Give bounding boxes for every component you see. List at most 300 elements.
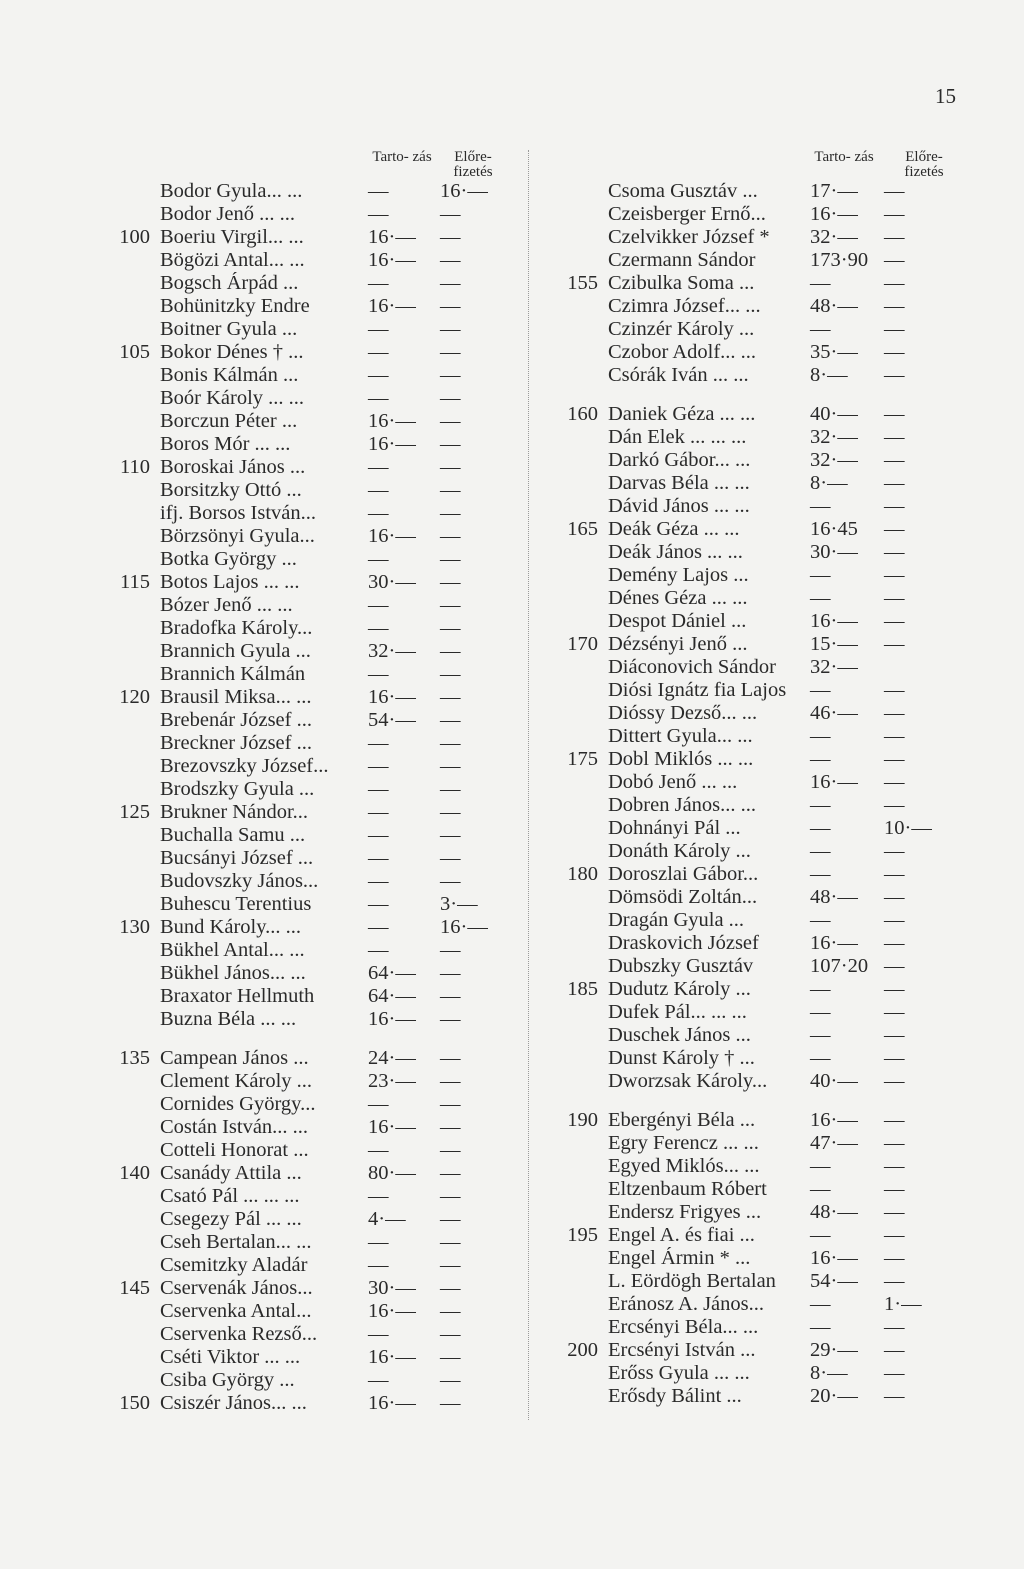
elofizetes-value: — [884,863,905,885]
table-row [548,1155,968,1178]
member-name: Dudutz Károly ... [608,978,751,1000]
member-name: Csiszér János... ... [160,1392,307,1414]
elofizetes-value: — [440,985,461,1007]
member-name: Bradofka Károly... [160,617,313,639]
member-name: Deák Géza ... ... [608,518,740,540]
elofizetes-value: — [440,1254,461,1276]
table-row [100,1231,510,1254]
group-gap [548,1093,968,1109]
tartozas-value: — [368,1231,389,1253]
table-row [548,1178,968,1201]
tartozas-value: 16·— [810,1109,858,1131]
tartozas-value: — [368,203,389,225]
elofizetes-value: — [440,226,461,248]
tartozas-value: 8·— [810,364,848,386]
member-name: Dömsödi Zoltán... [608,886,758,908]
group-gap [548,387,968,403]
table-row [100,479,510,502]
table-row [548,978,968,1001]
row-number: 175 [567,748,598,770]
table-row [548,1047,968,1070]
table-row [100,1323,510,1346]
tartozas-value: 16·— [368,295,416,317]
row-number: 135 [119,1047,150,1069]
member-name: Börzsönyi Gyula... [160,525,315,547]
elofizetes-value: — [884,249,905,271]
member-name: Botka György ... [160,548,297,570]
elofizetes-value: — [884,1316,905,1338]
row-number: 120 [119,686,150,708]
elofizetes-value: — [884,364,905,386]
table-row [548,1339,968,1362]
elofizetes-value: — [440,640,461,662]
member-name: Dióssy Dezső... ... [608,702,758,724]
tartozas-value: 32·— [810,656,858,678]
member-name: Bögözi Antal... ... [160,249,305,271]
member-name: Engel A. és fiai ... [608,1224,755,1246]
tartozas-value: — [810,978,831,1000]
member-name: Ercsényi Béla... ... [608,1316,759,1338]
table-row [548,1001,968,1024]
table-row [548,1132,968,1155]
tartozas-value: 54·— [368,709,416,731]
elofizetes-value: — [884,1362,905,1384]
tartozas-value: — [368,663,389,685]
tartozas-value: — [368,617,389,639]
member-name: Bózer Jenő ... ... [160,594,293,616]
elofizetes-value: — [440,1323,461,1345]
member-name: Donáth Károly ... [608,840,751,862]
elofizetes-value: — [440,502,461,524]
member-name: Egyed Miklós... ... [608,1155,760,1177]
tartozas-value: 15·— [810,633,858,655]
member-name: Brannich Gyula ... [160,640,311,662]
elofizetes-value: — [884,1339,905,1361]
tartozas-value: 17·— [810,180,858,202]
tartozas-value: — [368,456,389,478]
elofizetes-value: — [440,1300,461,1322]
member-name: Bohünitzky Endre [160,295,310,317]
tartozas-value: — [810,840,831,862]
tartozas-value: — [810,1178,831,1200]
table-row [548,495,968,518]
member-name: Daniek Géza ... ... [608,403,756,425]
member-name: Cornides György... [160,1093,316,1115]
elofizetes-value: — [440,1139,461,1161]
member-name: Boros Mór ... ... [160,433,291,455]
table-row [548,1224,968,1247]
tartozas-value: 46·— [810,702,858,724]
member-name: Ebergényi Béla ... [608,1109,756,1131]
member-name: Bükhel Antal... ... [160,939,305,961]
elofizetes-value: — [884,702,905,724]
table-row [100,318,510,341]
table-row [548,1362,968,1385]
table-row [100,1162,510,1185]
tartozas-value: 16·— [810,932,858,954]
elofizetes-value: — [440,778,461,800]
elofizetes-value: — [884,318,905,340]
elofizetes-value: — [884,180,905,202]
tartozas-value: — [368,847,389,869]
tartozas-value: — [810,1155,831,1177]
member-name: Dufek Pál... ... ... [608,1001,747,1023]
elofizetes-value: — [440,686,461,708]
elofizetes-value: — [440,387,461,409]
elofizetes-value: — [884,1178,905,1200]
tartozas-value: — [368,594,389,616]
tartozas-value: 20·— [810,1385,858,1407]
table-row [548,587,968,610]
table-row [548,203,968,226]
elofizetes-value: 16·— [440,180,488,202]
member-name: ifj. Borsos István... [160,502,317,524]
row-number: 200 [567,1339,598,1361]
elofizetes-value: — [884,587,905,609]
elofizetes-value: — [884,610,905,632]
table-row [548,1024,968,1047]
table-row [100,1185,510,1208]
table-row [100,433,510,456]
elofizetes-value: 10·— [884,817,932,839]
elofizetes-value: — [884,725,905,747]
member-name: Cseh Bertalan... ... [160,1231,312,1253]
member-name: Dunst Károly † ... [608,1047,755,1069]
row-number: 185 [567,978,598,1000]
tartozas-value: 16·— [368,1008,416,1030]
table-row [548,1316,968,1339]
elofizetes-value: — [884,564,905,586]
tartozas-value: — [368,272,389,294]
table-row [100,755,510,778]
elofizetes-value: — [440,1047,461,1069]
member-name: L. Eördögh Bertalan [608,1270,776,1292]
row-number: 160 [567,403,598,425]
table-row [548,863,968,886]
right-column [548,150,968,1408]
tartozas-value: 35·— [810,341,858,363]
table-row [100,916,510,939]
table-row [100,525,510,548]
elofizetes-value: — [440,1008,461,1030]
tartozas-value: 64·— [368,962,416,984]
table-row [548,656,968,679]
elofizetes-value: — [440,203,461,225]
elofizetes-value: — [884,909,905,931]
table-row [548,226,968,249]
member-name: Erősdy Bálint ... [608,1385,742,1407]
tartozas-value: — [368,548,389,570]
member-name: Csegezy Pál ... ... [160,1208,302,1230]
tartozas-value: — [810,909,831,931]
tartozas-value: 32·— [368,640,416,662]
table-row [548,679,968,702]
elofizetes-value: — [440,479,461,501]
row-number: 145 [119,1277,150,1299]
elofizetes-value: — [440,571,461,593]
table-row [548,725,968,748]
table-row [548,426,968,449]
table-row [548,748,968,771]
member-name: Czinzér Károly ... [608,318,755,340]
tartozas-value: — [368,824,389,846]
table-row [100,387,510,410]
elofizetes-value: — [440,1070,461,1092]
tartozas-value: 16·— [810,1247,858,1269]
tartozas-value: 16·— [810,610,858,632]
elofizetes-value: — [440,341,461,363]
table-row [548,403,968,426]
table-row [548,295,968,318]
table-row [548,541,968,564]
tartozas-value: 30·— [368,1277,416,1299]
table-row [100,1277,510,1300]
member-name: Brodszky Gyula ... [160,778,315,800]
table-row [100,939,510,962]
member-name: Dán Elek ... ... ... [608,426,747,448]
member-name: Bükhel János... ... [160,962,306,984]
member-name: Egry Ferencz ... ... [608,1132,759,1154]
table-row [548,318,968,341]
tartozas-value: 16·— [368,1392,416,1414]
elofizetes-value: — [884,748,905,770]
table-row [100,1254,510,1277]
table-row [548,1293,968,1316]
elofizetes-value: — [440,709,461,731]
tartozas-value: — [810,748,831,770]
tartozas-value: 107·20 [810,955,869,977]
elofizetes-value: — [884,1385,905,1407]
tartozas-value: 40·— [810,403,858,425]
row-number: 180 [567,863,598,885]
table-row [100,203,510,226]
row-number: 155 [567,272,598,294]
table-row [548,1070,968,1093]
elofizetes-value: — [884,794,905,816]
member-name: Braxator Hellmuth [160,985,315,1007]
table-row [100,272,510,295]
member-name: Buchalla Samu ... [160,824,306,846]
elofizetes-value: — [440,1162,461,1184]
elofizetes-value: — [440,1346,461,1368]
member-name: Czibulka Soma ... [608,272,755,294]
tartozas-value: — [368,1139,389,1161]
header-elofizetes: Előre- fizetés [904,149,944,180]
table-row [548,794,968,817]
table-row [100,686,510,709]
member-name: Dittert Gyula... ... [608,725,753,747]
member-name: Bodor Jenő ... ... [160,203,295,225]
tartozas-value: 16·— [368,686,416,708]
table-row [100,732,510,755]
tartozas-value: 16·— [368,1346,416,1368]
tartozas-value: — [368,364,389,386]
table-row [100,410,510,433]
table-row [100,778,510,801]
elofizetes-value: — [440,410,461,432]
elofizetes-value: — [440,617,461,639]
member-name: Brezovszky József... [160,755,329,777]
table-row [100,801,510,824]
tartozas-value: — [368,1369,389,1391]
tartozas-value: 16·— [368,525,416,547]
left-column [100,150,510,1415]
elofizetes-value: — [884,472,905,494]
elofizetes-value: — [440,272,461,294]
member-name: Czelvikker József * [608,226,770,248]
elofizetes-value: — [884,403,905,425]
member-name: Dworzsak Károly... [608,1070,768,1092]
member-name: Budovszky János... [160,870,319,892]
tartozas-value: 24·— [368,1047,416,1069]
table-row [100,847,510,870]
tartozas-value: — [810,564,831,586]
tartozas-value: 47·— [810,1132,858,1154]
tartozas-value: — [368,341,389,363]
table-row [548,909,968,932]
tartozas-value: — [810,863,831,885]
elofizetes-value: — [440,732,461,754]
elofizetes-value: — [440,847,461,869]
member-name: Dobó Jenő ... ... [608,771,738,793]
elofizetes-value: — [440,433,461,455]
elofizetes-value: — [440,1277,461,1299]
member-name: Bonis Kálmán ... [160,364,299,386]
tartozas-value: 32·— [810,426,858,448]
table-row [100,1208,510,1231]
member-name: Diósi Ignátz fia Lajos [608,679,787,701]
member-name: Csórák Iván ... ... [608,364,749,386]
tartozas-value: — [368,870,389,892]
member-name: Bucsányi József ... [160,847,314,869]
member-name: Diáconovich Sándor [608,656,776,678]
member-name: Czobor Adolf... ... [608,341,757,363]
tartozas-value: 16·— [810,203,858,225]
member-name: Borczun Péter ... [160,410,298,432]
elofizetes-value: — [884,932,905,954]
elofizetes-value: — [884,1201,905,1223]
member-name: Dohnányi Pál ... [608,817,741,839]
member-name: Dobl Miklós ... ... [608,748,754,770]
elofizetes-value: — [440,295,461,317]
member-name: Brebenár József ... [160,709,312,731]
table-row [548,518,968,541]
table-row [548,1270,968,1293]
tartozas-value: — [810,1293,831,1315]
member-name: Brannich Kálmán [160,663,306,685]
table-row [100,226,510,249]
elofizetes-value: — [884,633,905,655]
elofizetes-value: — [884,541,905,563]
tartozas-value: 48·— [810,886,858,908]
tartozas-value: 16·— [368,1116,416,1138]
member-name: Buzna Béla ... ... [160,1008,297,1030]
tartozas-value: — [368,1185,389,1207]
elofizetes-value: — [884,955,905,977]
member-name: Draskovich József [608,932,759,954]
table-row [100,824,510,847]
tartozas-value: — [810,679,831,701]
tartozas-value: — [810,1001,831,1023]
table-row [548,341,968,364]
table-row [100,295,510,318]
tartozas-value: — [368,180,389,202]
tartozas-value: — [368,778,389,800]
member-name: Clement Károly ... [160,1070,313,1092]
member-name: Darvas Béla ... ... [608,472,750,494]
tartozas-value: — [810,495,831,517]
row-number: 190 [567,1109,598,1131]
member-name: Endersz Frigyes ... [608,1201,762,1223]
table-row [100,249,510,272]
table-row [548,449,968,472]
row-number: 105 [119,341,150,363]
member-name: Deák János ... ... [608,541,743,563]
elofizetes-value: — [884,1109,905,1131]
member-name: Engel Ármin * ... [608,1247,751,1269]
row-number: 130 [119,916,150,938]
table-row [100,1300,510,1323]
tartozas-value: 40·— [810,1070,858,1092]
row-number: 140 [119,1162,150,1184]
member-name: Brausil Miksa... ... [160,686,312,708]
tartozas-value: 16·— [368,1300,416,1322]
tartozas-value: — [810,318,831,340]
row-number: 100 [119,226,150,248]
tartozas-value: — [368,893,389,915]
table-row [100,1139,510,1162]
row-number: 125 [119,801,150,823]
table-row [100,180,510,203]
table-row [100,1047,510,1070]
group-gap [100,1031,510,1047]
member-name: Dézsényi Jenő ... [608,633,748,655]
member-name: Csemitzky Aladár [160,1254,308,1276]
page-number: 15 [935,84,956,108]
tartozas-value: — [368,732,389,754]
tartozas-value: 16·— [368,433,416,455]
tartozas-value: — [810,817,831,839]
member-name: Duschek János ... [608,1024,751,1046]
elofizetes-value: — [884,495,905,517]
tartozas-value: — [810,272,831,294]
tartozas-value: — [368,387,389,409]
tartozas-value: — [368,939,389,961]
table-row [548,472,968,495]
member-name: Dobren János... ... [608,794,757,816]
table-row [100,341,510,364]
member-name: Csató Pál ... ... ... [160,1185,300,1207]
tartozas-value: — [810,794,831,816]
member-name: Doroszlai Gábor... [608,863,759,885]
table-row [548,249,968,272]
tartozas-value: 64·— [368,985,416,1007]
elofizetes-value: — [884,1024,905,1046]
tartozas-value: 4·— [368,1208,406,1230]
tartozas-value: — [368,1323,389,1345]
elofizetes-value: — [884,1155,905,1177]
tartozas-value: 16·— [810,771,858,793]
member-name: Erőss Gyula ... ... [608,1362,750,1384]
column-header [100,150,510,180]
elofizetes-value: — [884,840,905,862]
elofizetes-value: — [884,203,905,225]
member-name: Csanády Attila ... [160,1162,302,1184]
elofizetes-value: — [440,1231,461,1253]
table-row [548,1201,968,1224]
tartozas-value: — [810,725,831,747]
member-name: Czeisberger Ernő... [608,203,766,225]
